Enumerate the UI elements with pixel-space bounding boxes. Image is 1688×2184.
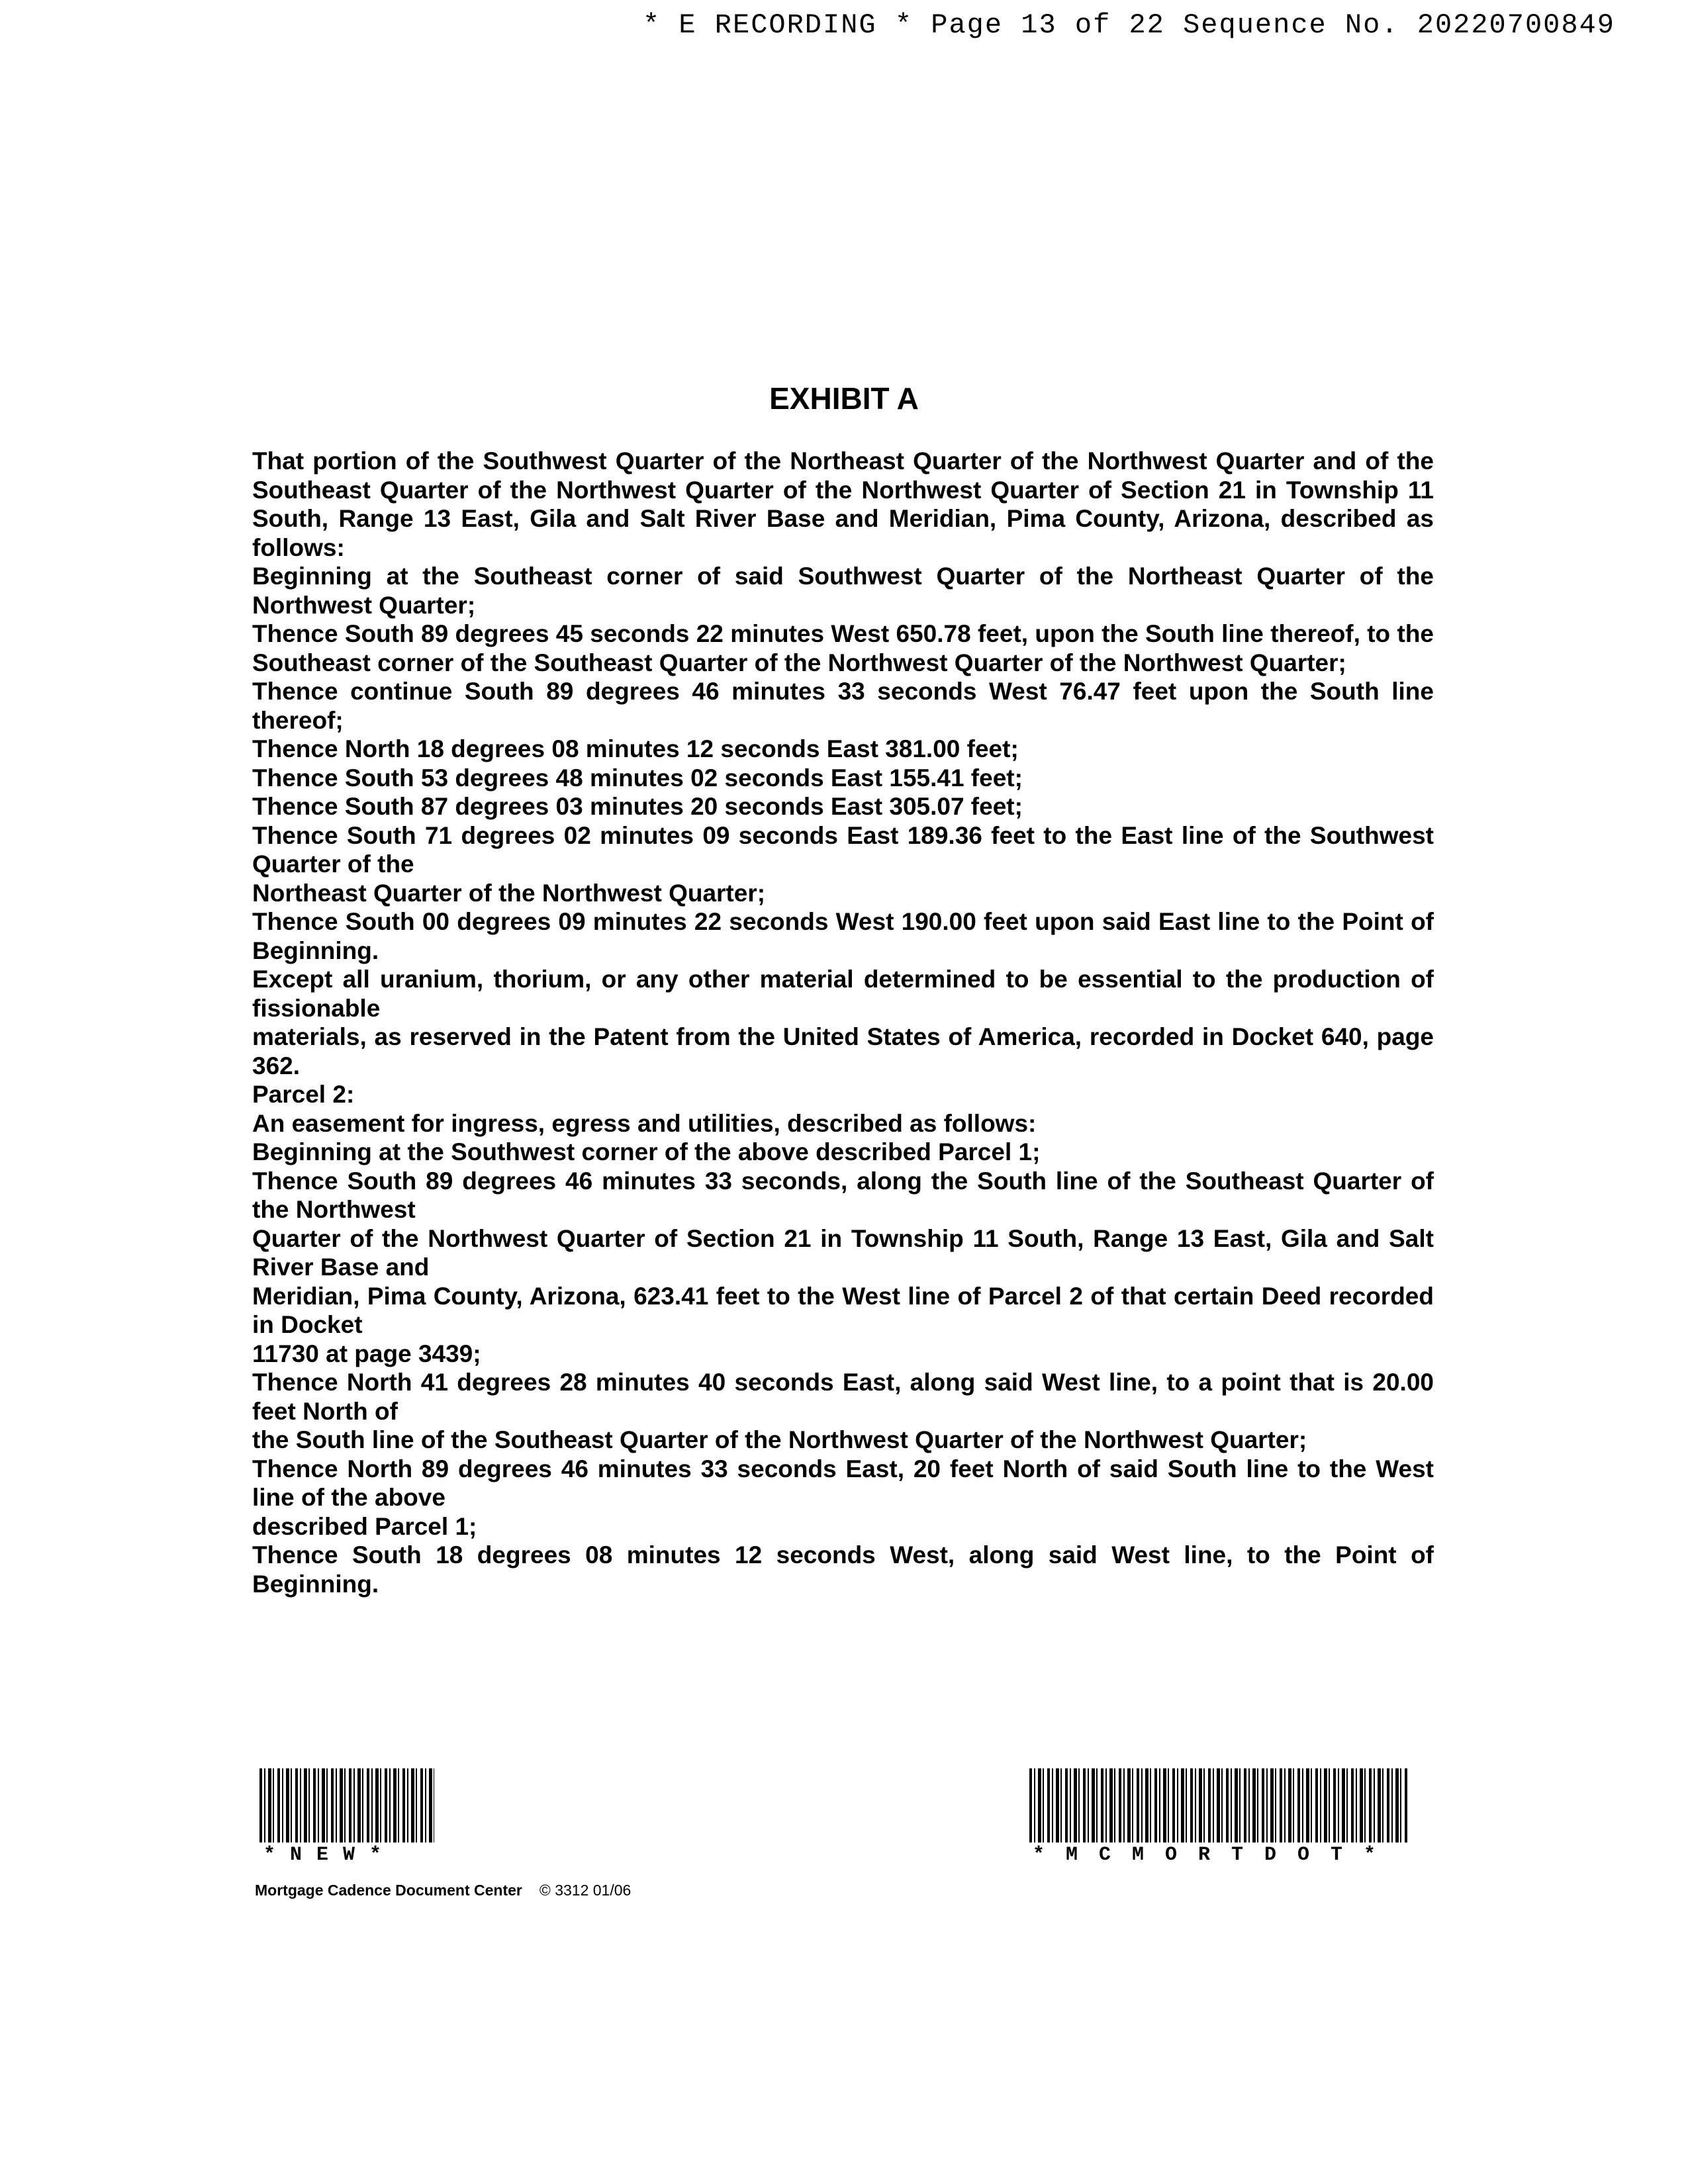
paragraph: the South line of the Southeast Quarter of the Northwest Quarter of the Northwest Quarter; — [252, 1426, 1307, 1453]
paragraph: Thence South 18 degrees 08 minutes 12 seconds West, along said West line, to the Point of Beginning. — [252, 1541, 1434, 1598]
paragraph: Thence North 18 degrees 08 minutes 12 seconds East 381.00 feet; — [252, 735, 1019, 762]
barcode-new — [259, 1768, 434, 1843]
paragraph: Beginning at the Southwest corner of the above described Parcel 1; — [252, 1138, 1041, 1165]
footer — [255, 1882, 631, 1899]
legal-description — [252, 447, 1434, 1598]
paragraph: Thence South 87 degrees 03 minutes 20 seconds East 305.07 feet; — [252, 793, 1023, 820]
paragraph: Thence South 53 degrees 48 minutes 02 seconds East 155.41 feet; — [252, 764, 1023, 792]
paragraph: Quarter of the Northwest Quarter of Section 21 in Township 11 South, Range 13 East, Gila and Salt River Base and — [252, 1224, 1434, 1281]
paragraph: Northeast Quarter of the Northwest Quarter; — [252, 879, 766, 907]
recording-header: * E RECORDING * Page 13 of 22 Sequence No. 20220700849 — [642, 9, 1615, 41]
paragraph: Thence South 00 degrees 09 minutes 22 seconds West 190.00 feet upon said East line to the Point of Beginning. — [252, 908, 1434, 964]
exhibit-title: EXHIBIT A — [769, 381, 919, 416]
paragraph: described Parcel 1; — [252, 1512, 477, 1540]
paragraph: Meridian, Pima County, Arizona, 623.41 feet to the West line of Parcel 2 of that certain Deed recorded in Docket — [252, 1282, 1434, 1338]
paragraph: Thence North 41 degrees 28 minutes 40 seconds East, along said West line, to a point that is 20.00 feet North of — [252, 1369, 1434, 1425]
barcode-mcmortdot — [1029, 1768, 1408, 1843]
paragraph: Thence South 89 degrees 45 seconds 22 minutes West 650.78 feet, upon the South line thereof, to the Southeast corner of the Southeast Quarter of the Northwest Quarter of the Northwest Quarter; — [252, 620, 1434, 676]
paragraph: Thence South 71 degrees 02 minutes 09 seconds East 189.36 feet to the East line of the Southwest Quarter of the — [252, 821, 1434, 878]
paragraph: That portion of the Southwest Quarter of the Northeast Quarter of the Northwest Quarter and of the Southeast Quarter of the Northwest Quarter of the Northwest Quarter of Section 21 in Township 11 South, Range 13 East, Gila and Salt River Base and Meridian, Pima County, Arizona, described as follows: — [252, 447, 1434, 561]
paragraph: Thence continue South 89 degrees 46 minutes 33 seconds West 76.47 feet upon the South line thereof; — [252, 678, 1434, 734]
footer-center-name: Mortgage Cadence Document Center — [255, 1882, 522, 1899]
paragraph: Thence North 89 degrees 46 minutes 33 seconds East, 20 feet North of said South line to the West line of the above — [252, 1455, 1434, 1511]
barcode-new-label: *NEW* — [263, 1844, 397, 1866]
paragraph: Beginning at the Southeast corner of said Southwest Quarter of the Northeast Quarter of the Northwest Quarter; — [252, 563, 1434, 619]
footer-copyright: © 3312 01/06 — [539, 1882, 632, 1899]
paragraph: Parcel 2: — [252, 1081, 355, 1108]
paragraph: 11730 at page 3439; — [252, 1340, 481, 1367]
paragraph: materials, as reserved in the Patent from the United States of America, recorded in Docket 640, page 362. — [252, 1023, 1434, 1079]
barcode-mcmortdot-label: *MCMORTDOT* — [1033, 1844, 1397, 1866]
paragraph: An easement for ingress, egress and utilities, described as follows: — [252, 1109, 1037, 1137]
paragraph: Except all uranium, thorium, or any other material determined to be essential to the production of fissionable — [252, 966, 1434, 1022]
paragraph: Thence South 89 degrees 46 minutes 33 seconds, along the South line of the Southeast Quarter of the Northwest — [252, 1167, 1434, 1223]
